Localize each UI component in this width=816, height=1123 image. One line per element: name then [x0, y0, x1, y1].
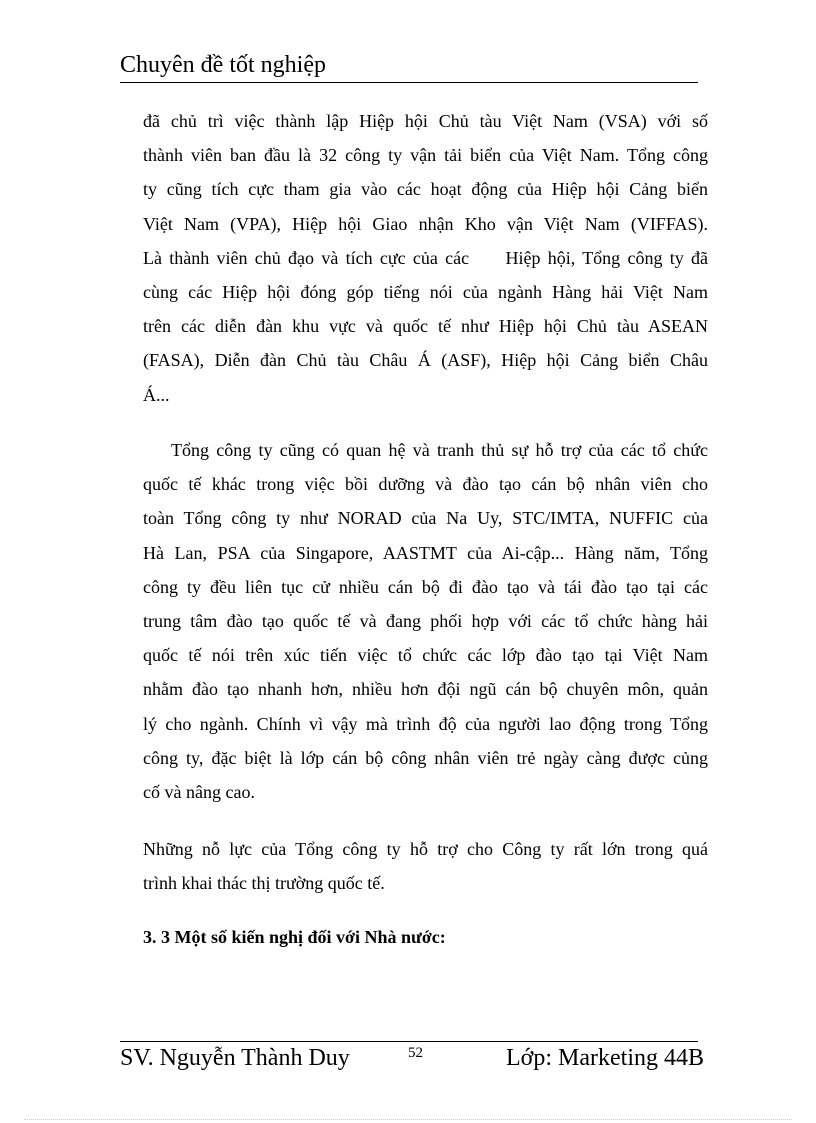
paragraph-line: trung tâm đào tạo quốc tế và đang phối hợp với các tổ chức hàng hải — [143, 610, 708, 631]
page-bottom-divider — [24, 1119, 792, 1120]
paragraph-line: nhằm đào tạo nhanh hơn, nhiều hơn đội ngũ cán bộ chuyên môn, quản — [143, 679, 708, 700]
paragraph-line: đã chủ trì việc thành lập Hiệp hội Chủ tàu Việt Nam (VSA) với số — [143, 111, 708, 131]
header-rule — [120, 82, 698, 83]
paragraph-line: Hà Lan, PSA của Singapore, AASTMT của Ai-cập... Hàng năm, Tổng — [143, 542, 708, 563]
paragraph-line: cố và nâng cao. — [143, 781, 255, 802]
paragraph-line: trên các diễn đàn khu vực và quốc tế như Hiệp hội Chủ tàu ASEAN — [143, 316, 708, 337]
paragraph-line: Tổng công ty cũng có quan hệ và tranh thủ sự hỗ trợ của các tổ chức — [171, 440, 708, 460]
paragraph-line: quốc tế khác trong việc bồi dưỡng và đào tạo cán bộ nhân viên cho — [143, 474, 708, 495]
paragraph-line: toàn Tổng công ty như NORAD của Na Uy, STC/IMTA, NUFFIC của — [143, 508, 708, 529]
paragraph-line: công ty đều liên tục cử nhiều cán bộ đi đào tạo và tái đào tạo tại các — [143, 576, 708, 597]
section-heading: 3. 3 Một số kiến nghị đối với Nhà nước: — [143, 927, 446, 947]
paragraph-line: cùng các Hiệp hội đóng góp tiếng nói của ngành Hàng hải Việt Nam — [143, 281, 708, 302]
paragraph-line: Những nỗ lực của Tổng công ty hỗ trợ cho Công ty rất lớn trong quá — [143, 839, 708, 859]
paragraph-3 — [143, 832, 708, 900]
footer-class-label: Lớp: Marketing 44B — [506, 1045, 704, 1071]
footer-rule — [120, 1041, 698, 1042]
footer-student-name: SV. Nguyễn Thành Duy — [120, 1045, 350, 1071]
paragraph-line: quốc tế nói trên xúc tiến việc tổ chức các lớp đào tạo tại Việt Nam — [143, 645, 708, 666]
running-header-title: Chuyên đề tốt nghiệp — [120, 52, 326, 78]
paragraph-line: thành viên ban đầu là 32 công ty vận tải biển của Việt Nam. Tổng công — [143, 145, 708, 166]
paragraph-1 — [143, 104, 708, 412]
footer-page-number: 52 — [408, 1045, 423, 1061]
paragraph-line: (FASA), Diễn đàn Chủ tàu Châu Á (ASF), Hiệp hội Cảng biển Châu — [143, 350, 708, 371]
paragraph-line: lý cho ngành. Chính vì vậy mà trình độ của người lao động trong Tổng — [143, 713, 708, 734]
paragraph-line: công ty, đặc biệt là lớp cán bộ công nhân viên trẻ ngày càng được củng — [143, 747, 708, 768]
paragraph-line: Là thành viên chủ đạo và tích cực của các Hiệp hội, Tổng công ty đã — [143, 247, 708, 268]
paragraph-2 — [143, 433, 708, 809]
paragraph-line: Việt Nam (VPA), Hiệp hội Giao nhận Kho vận Việt Nam (VIFFAS). — [143, 213, 708, 234]
paragraph-line: ty cũng tích cực tham gia vào các hoạt động của Hiệp hội Cảng biển — [143, 179, 708, 200]
paragraph-line: trình khai thác thị trường quốc tế. — [143, 873, 385, 894]
paragraph-line: Á... — [143, 384, 170, 405]
